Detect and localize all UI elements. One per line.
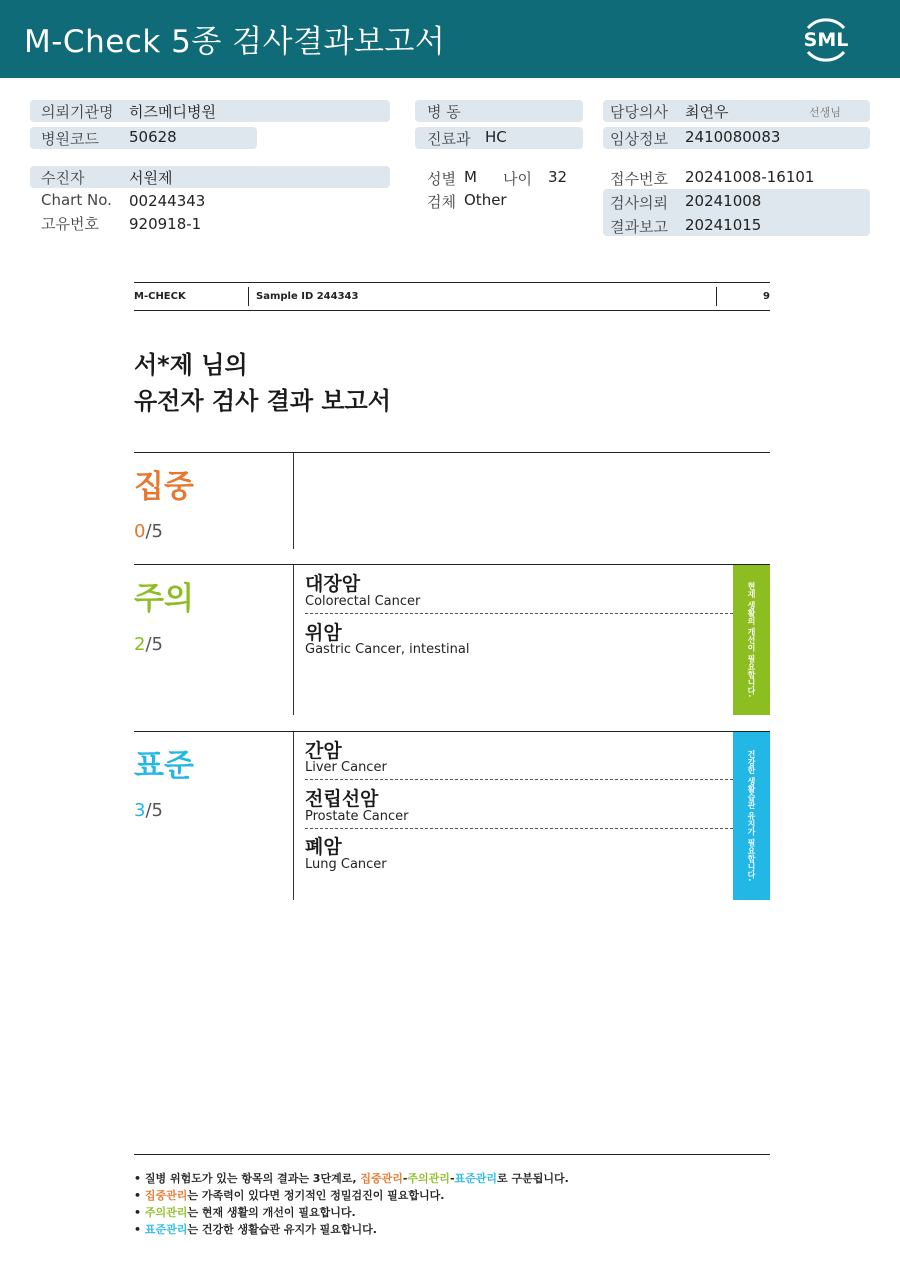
standard-item-3-en: Lung Cancer	[305, 857, 387, 872]
caution-divider	[293, 565, 294, 715]
caution-item-2-ko: 위암	[305, 622, 342, 644]
caution-side-text: 현재 생활의 개선이 필요합니다.	[747, 582, 756, 698]
caution-top-rule	[134, 564, 770, 565]
focus-count: 0	[134, 521, 146, 542]
report-title: M-Check 5종 검사결과보고서	[24, 24, 446, 60]
report-date-value: 20241015	[685, 216, 762, 234]
note-line-3: • 주의관리는 현재 생활의 개선이 필요합니다.	[134, 1206, 356, 1219]
page-header-divider-right	[716, 287, 717, 306]
focus-score	[134, 521, 163, 542]
sample-id: Sample ID 244343	[256, 291, 359, 302]
report-heading-line2: 유전자 검사 결과 보고서	[134, 387, 391, 415]
standard-divider	[293, 732, 294, 900]
ward-label: 병 동	[427, 103, 461, 121]
standard-side-text: 건강한 생활습관 유지가 필요합니다.	[747, 750, 756, 882]
focus-total: /5	[145, 521, 163, 542]
note-3-key: 주의관리	[144, 1206, 188, 1219]
age-label: 나이	[503, 170, 532, 188]
caution-score	[134, 634, 163, 655]
note-line-4: • 표준관리는 건강한 생활습관 유지가 필요합니다.	[134, 1223, 377, 1236]
institution-label: 의뢰기관명	[41, 103, 114, 121]
sex-value: M	[464, 168, 477, 186]
doctor-suffix: 선생님	[809, 106, 841, 119]
note-1-text-b: 로 구분됩니다.	[497, 1172, 569, 1185]
standard-item-separator-1	[305, 779, 733, 780]
sml-logo	[798, 12, 854, 66]
department-label: 진료과	[427, 130, 471, 148]
page-header-divider-left	[248, 287, 249, 306]
caution-item-1-en: Colorectal Cancer	[305, 594, 421, 609]
caution-side-banner	[733, 565, 770, 715]
caution-count: 2	[134, 634, 146, 655]
note-3-text: 는 현재 생활의 개선이 필요합니다.	[187, 1206, 356, 1219]
note-2-text: 는 가족력이 있다면 정기적인 정밀검진이 필요합니다.	[187, 1189, 445, 1202]
page-number: 9	[763, 291, 770, 302]
note-line-2: • 집중관리는 가족력이 있다면 정기적인 정밀검진이 필요합니다.	[134, 1189, 445, 1202]
specimen-label: 검체	[427, 193, 456, 211]
page-header-bottom-rule	[134, 310, 770, 311]
note-1-dash-2: -	[449, 1172, 455, 1185]
patient-label: 수진자	[41, 169, 85, 187]
logo-text: SML	[803, 29, 849, 51]
hospital-code-value: 50628	[129, 128, 177, 146]
standard-count: 3	[134, 800, 146, 821]
note-1-standard: 표준관리	[454, 1172, 498, 1185]
notes-top-rule	[134, 1154, 770, 1155]
request-value: 20241008	[685, 192, 762, 210]
focus-divider	[293, 453, 294, 549]
id-label: 고유번호	[41, 215, 99, 233]
clinical-label: 임상정보	[610, 130, 668, 148]
age-value: 32	[548, 168, 568, 186]
focus-category-name: 집중	[134, 469, 194, 505]
standard-item-3-ko: 폐암	[305, 836, 342, 858]
note-4-key: 표준관리	[144, 1223, 188, 1236]
department-value: HC	[485, 128, 507, 146]
focus-top-rule	[134, 452, 770, 453]
report-date-label: 결과보고	[610, 218, 668, 236]
doctor-value: 최연우	[685, 103, 729, 121]
standard-score	[134, 800, 163, 821]
header-bar	[0, 0, 900, 78]
specimen-value: Other	[464, 191, 507, 209]
standard-side-banner	[733, 732, 770, 900]
id-value: 920918-1	[129, 215, 202, 233]
standard-item-1-ko: 간암	[305, 740, 342, 762]
standard-total: /5	[145, 800, 163, 821]
page-header-top-rule	[134, 282, 770, 283]
patient-value: 서원제	[129, 169, 173, 187]
standard-item-separator-2	[305, 828, 733, 829]
note-1-dash-1: -	[402, 1172, 408, 1185]
receipt-value: 20241008-16101	[685, 168, 815, 186]
doctor-label: 담당의사	[610, 103, 668, 121]
note-1-focus: 집중관리	[360, 1172, 403, 1185]
note-4-text: 는 건강한 생활습관 유지가 필요합니다.	[187, 1223, 377, 1236]
caution-category-name: 주의	[134, 581, 194, 617]
chart-label: Chart No.	[41, 191, 112, 209]
note-line-1: • 질병 위험도가 있는 항목의 결과는 3단계로, 집중관리-주의관리-표준관리로 구분됩니다.	[134, 1172, 569, 1185]
receipt-label: 접수번호	[610, 170, 668, 188]
standard-item-2-en: Prostate Cancer	[305, 809, 409, 824]
note-2-key: 집중관리	[144, 1189, 188, 1202]
caution-item-1-ko: 대장암	[305, 573, 361, 595]
hospital-code-label: 병원코드	[41, 130, 99, 148]
note-1-text-a: 질병 위험도가 있는 항목의 결과는 3단계로,	[144, 1172, 361, 1185]
caution-total: /5	[145, 634, 163, 655]
clinical-value: 2410080083	[685, 128, 781, 146]
caution-item-separator	[305, 613, 733, 614]
standard-top-rule	[134, 731, 770, 732]
sex-label: 성별	[427, 170, 456, 188]
caution-item-2-en: Gastric Cancer, intestinal	[305, 642, 470, 657]
page-brand: M-CHECK	[134, 291, 186, 302]
standard-item-2-ko: 전립선암	[305, 788, 379, 810]
report-heading-line1: 서*제 님의	[134, 351, 248, 379]
note-1-caution: 주의관리	[407, 1172, 450, 1185]
standard-category-name: 표준	[134, 748, 194, 784]
institution-value: 히즈메디병원	[129, 103, 216, 121]
legend-notes	[134, 1170, 569, 1238]
chart-value: 00244343	[129, 192, 206, 210]
request-label: 검사의뢰	[610, 194, 668, 212]
standard-item-1-en: Liver Cancer	[305, 760, 387, 775]
